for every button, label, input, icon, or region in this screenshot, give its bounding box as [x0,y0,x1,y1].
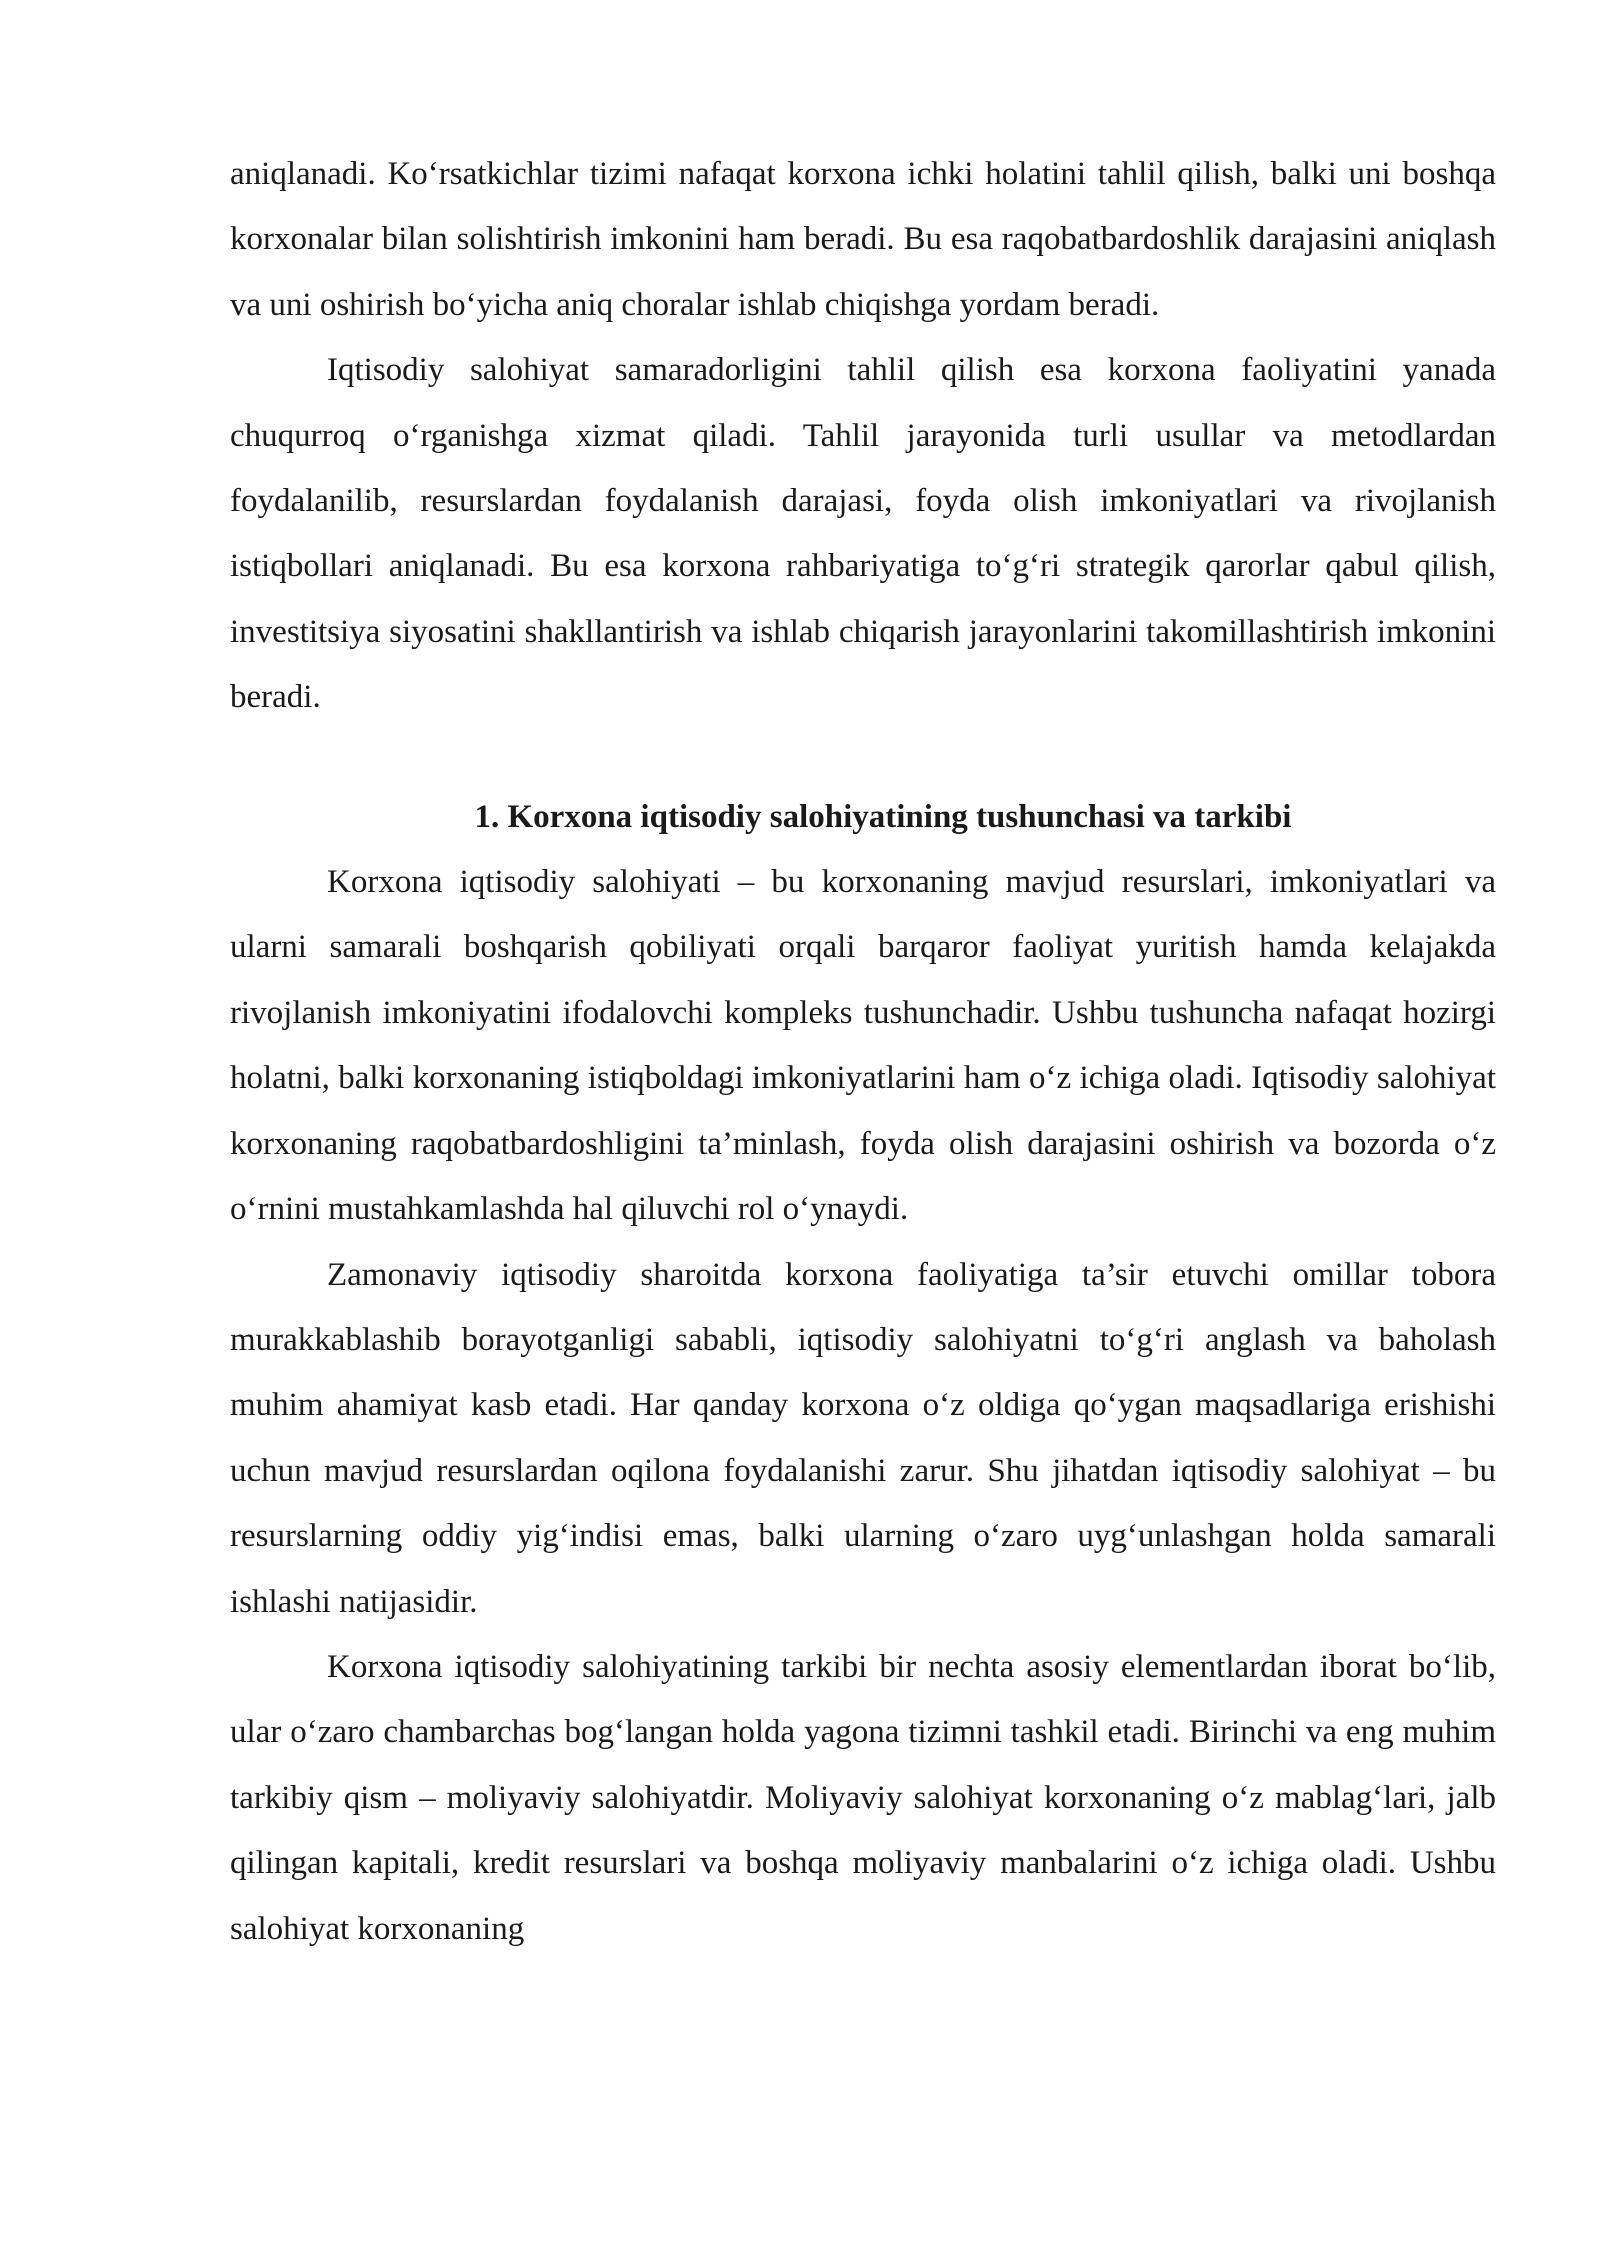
section-heading: 1. Korxona iqtisodiy salohiyatining tushunchasi va tarkibi [474,798,1292,835]
paragraph-definition: Korxona iqtisodiy salohiyati – bu korxonaning mavjud resurslari, imkoniyatlari va ularni samarali boshqarish qobiliyati orqali barqaror faoliyat yuritish hamda kelajakda rivojlanish imkoniyatini ifodalovchi kompleks tushunchadir. Ushbu tushuncha nafaqat hozirgi holatni, balki korxonaning istiqboldagi imkoniyatlarini ham o‘z ichiga oladi. Iqtisodiy salohiyat korxonaning raqobatbardoshligini ta’minlash, foyda olish darajasini oshirish va bozorda o‘z o‘rnini mustahkamlashda hal qiluvchi rol o‘ynaydi. [230,864,1496,1228]
paragraph-efficiency-analysis: Iqtisodiy salohiyat samaradorligini tahlil qilish esa korxona faoliyatini yanada chuqurroq o‘rganishga xizmat qiladi. Tahlil jarayonida turli usullar va metodlardan foydalanilib, resurslardan foydalanish darajasi, foyda olish imkoniyatlari va rivojlanish istiqbollari aniqlanadi. Bu esa korxona rahbariyatiga to‘g‘ri strategik qarorlar qabul qilish, investitsiya siyosatini shakllantirish va ishlab chiqarish jarayonlarini takomillashtirish imkonini beradi. [230,352,1496,716]
paragraph-continuation: aniqlanadi. Ko‘rsatkichlar tizimi nafaqat korxona ichki holatini tahlil qilish, balki uni boshqa korxonalar bilan solishtirish imkonini ham beradi. Bu esa raqobatbardoshlik darajasini aniqlash va uni oshirish bo‘yicha aniq choralar ishlab chiqishga yordam beradi. [230,156,1496,323]
paragraph-modern-conditions: Zamonaviy iqtisodiy sharoitda korxona faoliyatiga ta’sir etuvchi omillar tobora murakkablashib borayotganligi sababli, iqtisodiy salohiyatni to‘g‘ri anglash va baholash muhim ahamiyat kasb etadi. Har qanday korxona o‘z oldiga qo‘ygan maqsadlariga erishishi uchun mavjud resurslardan oqilona foydalanishi zarur. Shu jihatdan iqtisodiy salohiyat – bu resurslarning oddiy yig‘indisi emas, balki ularning o‘zaro uyg‘unlashgan holda samarali ishlashi natijasidir. [230,1256,1496,1620]
paragraph-structure: Korxona iqtisodiy salohiyatining tarkibi bir nechta asosiy elementlardan iborat bo‘lib, ular o‘zaro chambarchas bog‘langan holda yagona tizimni tashkil etadi. Birinchi va eng muhim tarkibiy qism – moliyaviy salohiyatdir. Moliyaviy salohiyat korxonaning o‘z mablag‘lari, jalb qilingan kapitali, kredit resurslari va boshqa moliyaviy manbalarini o‘z ichiga oladi. Ushbu salohiyat korxonaning [230,1648,1496,1947]
document-page [230,142,1496,1962]
